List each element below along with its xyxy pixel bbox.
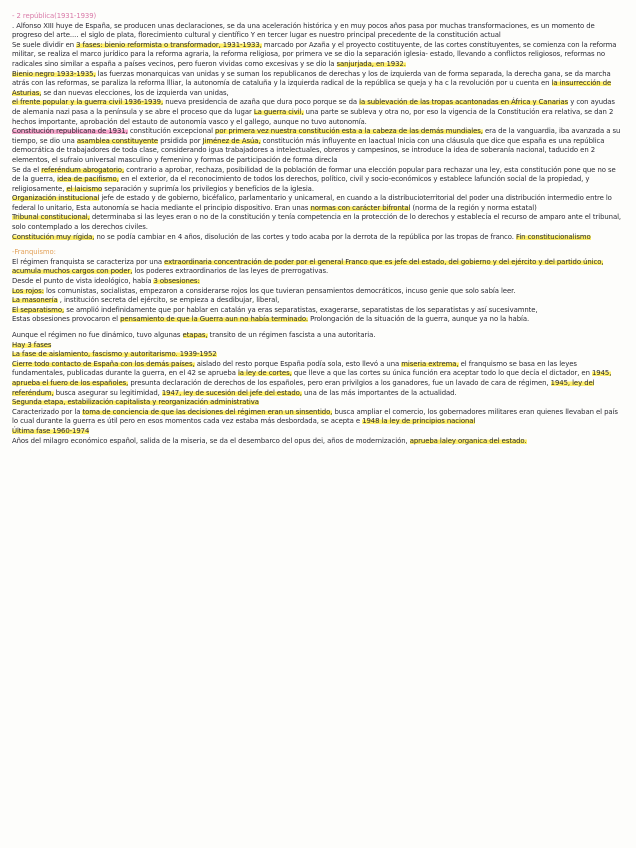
text: busca asegurar su legitimidad, bbox=[53, 388, 162, 397]
highlight: toma de conciencia de que las decisiones del régimen eran un sinsentido, bbox=[82, 407, 333, 416]
text: El régimen franquista se caracteriza por una bbox=[12, 257, 165, 266]
highlight: asamblea constituyente bbox=[76, 136, 159, 145]
text: no se podía cambiar en 4 años, disolución de las cortes y todo acaba por la derrota de la república por las tropas de franco. bbox=[94, 232, 516, 241]
highlight: por primera vez nuestra constitución esta a la cabeza de las demás mundiales, bbox=[215, 127, 483, 136]
text: Se suele dividir en bbox=[12, 40, 77, 49]
paragraph-intro bbox=[12, 22, 624, 41]
highlight: aprueba laley organica del estado. bbox=[409, 436, 527, 445]
paragraph-referendum bbox=[12, 166, 624, 195]
highlight: el frente popular y la guerra civil 1936-1939, bbox=[12, 98, 164, 107]
paragraph-regimen bbox=[12, 258, 624, 277]
text: transito de un régimen fascista a una autoritaria. bbox=[207, 331, 376, 339]
text: nueva presidencia de azaña que dura poco porque se da bbox=[163, 98, 360, 107]
highlight: 1947, ley de sucesión del jefe del estado, bbox=[161, 388, 302, 397]
text: una de las más importantes de la actualidad. bbox=[301, 388, 457, 397]
highlight-pink: Constitución republicana de 1931, bbox=[12, 127, 128, 136]
text: contrario a aprobar, rechaza, posibilidad de la población de formar una elección popular para rechazar una ley, esta constitución pone que no se de la guerra, bbox=[12, 165, 616, 184]
text: determinaba si las leyes eran o no de la constitución y tenía competencia en la protección de lo derechos y establecía el recurso de amparo ante el tribunal, solo contemplado a los derechos civiles. bbox=[12, 213, 622, 232]
text: el franquismo se basa en las leyes fundamentales, publicadas durante la guerra, en el 42 se aprueba bbox=[12, 359, 577, 378]
text: Caracterizado por la bbox=[12, 407, 83, 416]
paragraph-segunda-etapa bbox=[12, 398, 624, 408]
highlight: Organización institucional bbox=[12, 194, 100, 203]
highlight: sanjurjada, en 1932. bbox=[336, 59, 406, 68]
paragraph-organizacion bbox=[12, 194, 624, 213]
highlight: referéndum abrogatorio, bbox=[41, 165, 125, 174]
text: aislado del resto porque España podía sola, esto llevó a una bbox=[194, 359, 402, 368]
paragraph-fase-aislamiento bbox=[12, 350, 624, 360]
highlight: Los rojos: bbox=[12, 286, 44, 295]
section-title-segunda-republica: - 2 república(1931-1939) bbox=[12, 12, 97, 20]
paragraph-constitucion-1931 bbox=[12, 127, 624, 165]
highlight: Fin constitucionalismo bbox=[515, 232, 591, 241]
paragraph-rojos bbox=[12, 287, 624, 297]
text: se amplió indefinidamente que por hablar en catalán ya eras separatistas, exagerarse, separatistas de los separatistas y así sucesivamnte, bbox=[64, 305, 538, 314]
paragraph-toma-conciencia bbox=[12, 408, 624, 427]
highlight: Cierre todo contacto de España con los demás países, bbox=[12, 359, 195, 368]
text: Aunque el régimen no fue dinámico, tuvo algunas bbox=[12, 331, 183, 339]
paragraph-fases bbox=[12, 41, 624, 70]
highlight: el laicismo bbox=[66, 184, 103, 193]
highlight: 1945, aprueba el fuero de los españoles, bbox=[12, 369, 612, 387]
text: los comunistas, socialistas, empezaron a considerarse rojos los que tuvieran pensamientos democráticos, incuso genie que solo sabía leer. bbox=[43, 286, 516, 295]
text: y con ayudas de alemania nazi pasa a la península y se abre el proceso que da lugar bbox=[12, 98, 615, 116]
highlight: Constitución muy rígida, bbox=[12, 232, 95, 241]
text: Se da el bbox=[12, 165, 42, 174]
text: los poderes extraordinarios de las leyes de prerrogativas. bbox=[132, 267, 329, 276]
highlight: pensamiento de que la Guerra aun no había terminado. bbox=[120, 315, 308, 324]
text: . Alfonso XIII huye de España, se producen unas declaraciones, se da una aceleración histórica y en muy pocos años pasa por muchas transformaciones, es un momento de progreso del arte.... el siglo de plata, florecimiento cultural y científico Y en tercer lugar es nuestro principal precedente de la constitución actual bbox=[12, 21, 595, 40]
paragraph-rigida bbox=[12, 233, 624, 243]
highlight: Bienio negro 1933-1935, bbox=[12, 69, 96, 78]
paragraph-etapas bbox=[12, 331, 624, 341]
text: era de la vanguardia, iba avanzada a su tiempo, se dio una bbox=[12, 127, 621, 145]
highlight: extraordinaria concentración de poder por el general Franco que es jefe del estado, del gobierno y del ejército y del partido único, acumula muchos cargos con poder, bbox=[12, 257, 604, 276]
highlight: idea de pacifismo, bbox=[57, 175, 119, 184]
paragraph-obsesiones bbox=[12, 277, 624, 287]
text: constitución excepcional bbox=[127, 127, 216, 136]
paragraph-tres-fases bbox=[12, 341, 624, 351]
text: marcado por Azaña y el proyecto costituyente, de las cortes constituyentes, se comienza con la reforma militar, se realiza el marco jurídico para la reforma agraria, la reforma religiosa, por primera ve se dio la separación iglesia- estado, llevando a conflictos religiosos, reformas no radicales sino similar a españa a países vecinos, pero fueron vividas como excesivas y se dio la bbox=[12, 40, 617, 68]
highlight: 1945, ley del referéndum, bbox=[12, 378, 595, 397]
highlight: normas con carácter bifrontal bbox=[310, 203, 411, 212]
text: Estas obsesiones provocaron el bbox=[12, 315, 121, 324]
text: separación y suprimía los privilegios y benefícios de la iglesia. bbox=[102, 184, 314, 193]
paragraph-ultima-fase bbox=[12, 427, 624, 437]
highlight: etapas, bbox=[182, 331, 208, 339]
paragraph-frente-popular bbox=[12, 98, 624, 127]
highlight: La fase de aislamiento, fascismo y autoritarismo. 1939-1952 bbox=[12, 350, 217, 359]
text: jefe de estado y de gobierno, bicéfalico, parlamentario y unicameral, en cuando a la distribucioterritorial del poder una distribución intermedio entre lo federal lo unitario, Esta autonomía se hacia mediante el principio dispositivo. Eran unas bbox=[12, 194, 612, 212]
paragraph-guerra bbox=[12, 315, 624, 325]
text: Desde el punto de vista ideológico, había bbox=[12, 277, 154, 286]
highlight: La masonería bbox=[12, 296, 58, 305]
paragraph-cierre bbox=[12, 360, 624, 398]
text: Prolongación de la situación de la guerra, aunque ya no la había. bbox=[308, 315, 530, 324]
paragraph-milagro bbox=[12, 437, 624, 447]
highlight: 3 obsesiones: bbox=[153, 277, 200, 286]
highlight: Hay 3 fases bbox=[12, 340, 52, 349]
highlight: La guerra civil, bbox=[253, 107, 304, 116]
text: , institución secreta del ejército, se empieza a desdibujar, liberal, bbox=[57, 296, 280, 305]
highlight: Última fase 1960-1974 bbox=[12, 426, 90, 435]
text: constitución más influyente en laactual Inicia con una cláusula que dice que españa es una república democrática de trabajadores de toda clase, considerando igua trabajadores a intelectuales, obreros y campesinos, se introduce la idea de soberanía nacional, taducido en 2 elementos, el sufraio universal masculino y femenino y formas de participación de forma direcla bbox=[12, 136, 605, 164]
section-title-franquismo: -Franquismo: bbox=[12, 248, 56, 257]
highlight: 3 fases: bienio reformista o transformador, 1931-1933, bbox=[76, 40, 262, 49]
paragraph-tribunal bbox=[12, 213, 624, 232]
highlight: la insurrección de Asturias, bbox=[12, 79, 612, 97]
text: las fuerzas monarquicas van unidas y se suman los republicanos de derechas y los de izquierda van de forma separada, la derecha gana, se da marcha atrás con las reformas, se paraliza la reforma llliar, la autonomía de cataluña y la izquierda radical de la república se queja y ha c la revolución por u cuenta en bbox=[12, 69, 611, 88]
highlight: El separatismo, bbox=[12, 305, 65, 314]
text: (norma de la región y norma estatal) bbox=[410, 203, 537, 212]
text: en el exterior, da el reconocimiento de todos los derechos, político, civil y socio-económicos y establece lafunción social de la propiedad, y religiosamente, bbox=[12, 175, 590, 193]
highlight: la sublevación de las tropas acantonadas en África y Canarias bbox=[359, 98, 569, 107]
paragraph-separatismo bbox=[12, 306, 624, 316]
highlight: 1948 la ley de principios nacional bbox=[362, 417, 476, 426]
text: presunta declaración de derechos de los españoles, pero eran privilgios a los ganadores, fue un lavado de cara de régimen, bbox=[128, 378, 551, 387]
highlight: la ley de cortes, bbox=[237, 369, 292, 378]
text: prsidida por bbox=[158, 136, 203, 145]
highlight: Tribunal constitucional, bbox=[12, 213, 90, 222]
paragraph-masoneria bbox=[12, 296, 624, 306]
paragraph-bienio-negro bbox=[12, 70, 624, 99]
text: una parte se subleva y otra no, por eso la vigencia de la Constitución era relativa, se dan 2 hechos importante, aprobación del estauto de autonomía vasco y el gallego, aunque no tuvo autonomía. bbox=[12, 107, 614, 126]
text: que lleve a que las cortes su única función era aceptar todo lo que decía el dictador, en bbox=[291, 369, 592, 378]
text: se dan nuevas elecciones, los de izquierda van unidas, bbox=[41, 88, 229, 97]
text: busca ampliar el comercio, los gobernadores militares eran quienes llevaban el país lo cual durante la guerra es útil pero en esos momentos cada vez estaba más desbordada, se acepta e bbox=[12, 407, 618, 426]
highlight: miseria extrema, bbox=[401, 359, 459, 368]
highlight: Jiménez de Asúa, bbox=[202, 136, 261, 145]
highlight: Segunda etapa, estabilización capitalista y reorganización administrativa bbox=[12, 398, 259, 407]
text: Años del milagro económico español, salida de la miseria, se da el desembarco del opus dei, años de modernización, bbox=[12, 436, 410, 445]
